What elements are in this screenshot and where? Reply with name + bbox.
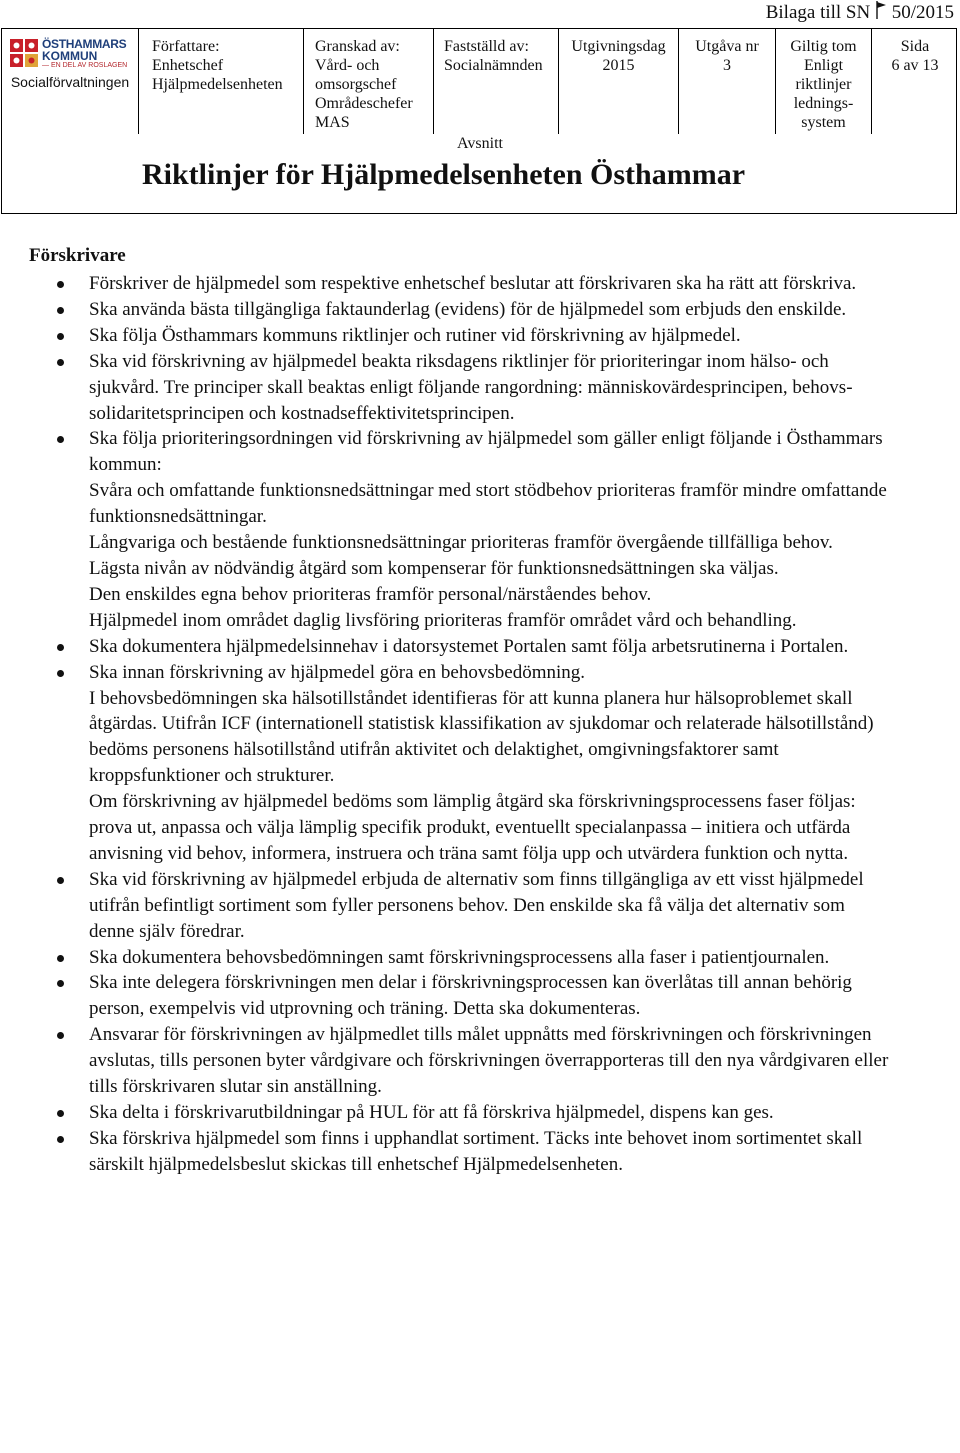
reviewed-cell xyxy=(304,29,434,134)
list-item-paragraph: Hjälpmedel inom området daglig livsföring prioriteras framför området vård och behandling. xyxy=(89,609,797,631)
list-item-paragraph: Ska innan förskrivning av hjälpmedel göra en behovsbedömning. xyxy=(89,661,586,683)
list-item-paragraph: Förskriver de hjälpmedel som respektive enhetschef beslutar att förskrivaren ska ha rätt att förskriva. xyxy=(89,273,857,294)
author-label: Författare: xyxy=(152,38,220,55)
edition-value: 3 xyxy=(723,57,731,74)
reviewed-line3: Områdeschefer xyxy=(315,95,413,112)
page-label: Sida xyxy=(900,38,930,55)
edition-cell xyxy=(679,29,776,134)
list-item-paragraph: Långvariga och bestående funktionsnedsättningar prioriteras framför övergående tillfälliga behov. xyxy=(89,532,833,554)
list-item-paragraph: Ska delta i förskrivarutbildningar på HUL för att få förskriva hjälpmedel, dispens kan ges. xyxy=(89,1102,774,1123)
valid-line5: system xyxy=(801,114,846,131)
municipality-logo xyxy=(8,37,132,71)
list-item xyxy=(89,945,889,971)
list-item-paragraph: Ska dokumentera behovsbedömningen samt förskrivningsprocessens alla faser i patientjournalen. xyxy=(89,946,830,968)
header-logo-cell xyxy=(2,29,139,134)
annex-label: Bilaga till SN xyxy=(765,2,871,23)
author-line2: Hjälpmedelsenheten xyxy=(152,76,283,93)
issue-date-value: 2015 xyxy=(602,57,635,74)
list-item xyxy=(89,1022,889,1100)
list-item xyxy=(89,349,889,427)
approved-cell xyxy=(434,29,559,134)
list-item xyxy=(89,1126,889,1178)
list-item-paragraph: I behovsbedömningen ska hälsotillståndet identifieras för att kunna planera hur hälsoproblemet skall åtgärdas. Utifrån ICF (internationell statistisk klassifikation av sjukdomar och relaterade hälsotillstånd) bedöms personens hälsotillstånd utifrån aktivitet och delaktighet, omgivningsfaktorer samt kroppsfunktioner och strukturer. xyxy=(89,687,874,787)
logo-name-line1: ÖSTHAMMARS xyxy=(42,37,127,51)
reviewed-line4: MAS xyxy=(315,114,350,131)
list-item-paragraph: Ska inte delegera förskrivningen men delar i förskrivningsprocessen kan överlåtas till annan behörig person, exempelvis vid utprovning och träning. Detta ska dokumenteras. xyxy=(89,972,852,1020)
approved-label: Fastställd av: xyxy=(444,38,529,55)
list-item xyxy=(89,271,889,297)
list-item-paragraph: Ska förskriva hjälpmedel som finns i upphandlat sortiment. Täcks inte behovet inom sortimentet skall särskilt hjälpmedelsbeslut skickas till enhetschef Hjälpmedelsenheten. xyxy=(89,1127,863,1175)
list-item-paragraph: Ansvarar för förskrivningen av hjälpmedlet tills målet uppnåtts med förskrivningen och förskrivningen avslutas, tills personen byter vårdgivare och förskrivningen överrapporteras till den nya vårdgivaren eller tills förskrivaren slutar sin anställning. xyxy=(89,1024,889,1098)
list-item-paragraph: Svåra och omfattande funktionsnedsättningar med stort stödbehov prioriteras framför mindre omfattande funktionsnedsättningar. xyxy=(89,480,887,528)
approved-line1: Socialnämnden xyxy=(444,57,543,74)
reviewed-line1: Vård- och xyxy=(315,57,380,74)
document-header xyxy=(1,28,957,214)
issue-date-cell xyxy=(559,29,679,134)
list-item-paragraph: Ska följa prioriteringsordningen vid förskrivning av hjälpmedel som gäller enligt följande i Östhammars kommun: xyxy=(89,428,883,476)
list-item xyxy=(89,297,889,323)
bullet-list xyxy=(89,271,889,1178)
department-name: Socialförvaltningen xyxy=(10,74,130,90)
list-item-paragraph: Ska dokumentera hjälpmedelsinnehav i datorsystemet Portalen samt följa arbetsrutinerna i Portalen. xyxy=(89,635,849,657)
section-heading: Förskrivare xyxy=(29,245,126,266)
valid-line4: lednings- xyxy=(793,95,854,112)
valid-line2: Enligt xyxy=(803,57,844,74)
page-cell xyxy=(872,29,958,134)
valid-line1: Giltig tom xyxy=(790,38,857,55)
coat-of-arms-icon xyxy=(10,39,38,69)
list-item-paragraph: Den enskildes egna behov prioriteras framför personal/närståendes behov. xyxy=(89,583,652,605)
author-cell xyxy=(139,29,304,134)
valid-cell xyxy=(776,29,872,134)
list-item xyxy=(89,660,889,867)
issue-date-label: Utgivningsdag xyxy=(571,38,666,55)
flag-icon xyxy=(875,2,892,23)
logo-tagline: — EN DEL AV ROSLAGEN xyxy=(42,62,128,69)
page-value: 6 av 13 xyxy=(891,57,939,74)
list-item xyxy=(89,323,889,349)
list-item-paragraph: Ska vid förskrivning av hjälpmedel beakta riksdagens riktlinjer för prioriteringar inom hälso- och sjukvård. Tre principer skall beaktas enligt följande rangordning: människovärdesprincipen, behovs-solidaritetsprincipen och kostnadseffektivitetsprincipen. xyxy=(89,350,853,424)
list-item-paragraph: Om förskrivning av hjälpmedel bedöms som lämplig åtgärd ska förskrivningsprocessens faser följas: prova ut, anpassa och välja lämplig specifik produkt, eventuellt specialanpassa – initiera och utfärda anvisning vid behov, informera, instruera och träna samt följa upp och utvärdera funktion och nytta. xyxy=(89,791,856,864)
list-item-paragraph: Lägsta nivån av nödvändig åtgärd som kompenserar för funktionsnedsättningen ska väljas. xyxy=(89,557,779,579)
list-item xyxy=(89,634,889,660)
logo-name-line2: KOMMUN xyxy=(42,49,98,63)
page-title: Riktlinjer för Hjälpmedelsenheten Östhammar xyxy=(142,158,746,191)
section-label: Avsnitt xyxy=(457,135,503,152)
list-item xyxy=(89,970,889,1022)
valid-line3: riktlinjer xyxy=(795,76,852,93)
annex-reference xyxy=(766,0,954,24)
list-item xyxy=(89,1100,889,1126)
reviewed-line2: omsorgschef xyxy=(315,76,397,93)
list-item-paragraph: Ska vid förskrivning av hjälpmedel erbjuda de alternativ som finns tillgängliga av ett visst hjälpmedel utifrån befintligt sortiment som fyller personens behov. Den enskilde ska få välja det alternativ som denne själv föredrar. xyxy=(89,868,864,942)
list-item xyxy=(89,426,889,633)
author-line1: Enhetschef xyxy=(152,57,224,74)
edition-label: Utgåva nr xyxy=(695,38,759,55)
reviewed-label: Granskad av: xyxy=(315,38,400,55)
annex-number: 50/2015 xyxy=(891,2,954,23)
list-item xyxy=(89,867,889,945)
list-item-paragraph: Ska använda bästa tillgängliga faktaunderlag (evidens) för de hjälpmedel som erbjuds den enskilde. xyxy=(89,298,847,320)
list-item-paragraph: Ska följa Östhammars kommuns riktlinjer och rutiner vid förskrivning av hjälpmedel. xyxy=(89,324,741,346)
